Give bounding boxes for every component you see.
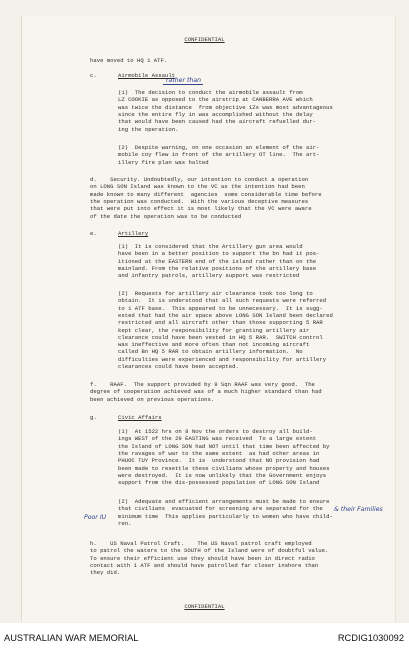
- text-line: to 1 ATF base. This appeared to be unnecessary. It is sugg-: [118, 304, 323, 312]
- text-line: f. RAAF. The support provided by 9 Sqn RAAF was very good. The: [90, 381, 315, 388]
- handwritten-margin-note: Poor IU: [84, 514, 107, 521]
- text-line: been made to resettle these civilians whose property and houses: [118, 464, 330, 472]
- text-line: called Bn HQ 5 RAR to obtain artillery information. No: [118, 348, 303, 356]
- text-line: on LONG SON Island was known to the VC as the intention had been: [90, 183, 305, 191]
- handwritten-insertion: & their Families: [334, 506, 383, 513]
- text-line: contact with 1 ATF and should have patrolled far closer inshore than: [90, 561, 319, 569]
- text-line: made known to many different agencies some considerable time before: [90, 190, 322, 198]
- text-line: d. Security. Undoubtedly, our intention to conduct a operation: [90, 176, 309, 183]
- text-line: (2) Requests for artillery air clearance took too long to: [118, 290, 313, 297]
- text-line: ings WEST of the 29 EASTING was received To a large extent: [118, 435, 317, 443]
- text-line: and infantry patrols, artillery support was restricted: [118, 272, 300, 280]
- text-line: (1) It is considered that the Artillery gun area would: [118, 243, 303, 250]
- text-line: was twice the distance from objective 1Zs was most advantageous: [118, 103, 333, 111]
- text-line: the Island of LONG SON had NOT until that time been affected by: [118, 442, 330, 450]
- intro-line: have moved to HQ 1 ATF.: [90, 57, 168, 64]
- section-e-title: Artillery: [118, 230, 149, 237]
- strikethrough-mark: [163, 84, 203, 85]
- record-identifier: RCDIG1030092: [337, 633, 404, 643]
- text-line: restricted and all aircraft other than those supporting 5 RAR: [118, 319, 323, 327]
- text-line: illery fire plan was halted: [118, 158, 209, 166]
- section-c-title: Airmobile Assault: [118, 72, 176, 79]
- text-line: ren.: [118, 519, 132, 527]
- text-line: clearances could have been accepted.: [118, 363, 239, 370]
- archive-name: AUSTRALIAN WAR MEMORIAL: [4, 633, 139, 643]
- text-line: ested that had the air space above LONG SON Island been declared: [118, 311, 333, 319]
- text-line: itioned at the EASTERN end of the island rather than on the: [118, 257, 317, 265]
- text-line: were destroyed. It is now unlikely that the Government enjoys: [118, 471, 327, 479]
- text-line: (1) The decision to conduct the airmobile assault from: [118, 89, 303, 96]
- text-line: they did.: [90, 569, 121, 577]
- text-line: mobile coy flew in front of the artillery OT line. The art-: [118, 151, 320, 159]
- text-line: difficulties were experienced and responsibility for artillery: [118, 355, 327, 363]
- classification-header: CONFIDENTIAL: [184, 36, 225, 43]
- text-line: mainland. From the relative positions of the artillery base: [118, 264, 317, 272]
- text-line: of the date the operation was to be conducted: [90, 212, 242, 220]
- text-line: h. US Naval Patrol Craft. The US Naval patrol craft employed: [90, 540, 312, 547]
- text-line: the ravages of war to the same extent as had other areas in: [118, 449, 320, 457]
- section-e-letter: e.: [90, 230, 97, 237]
- text-line: since the entire fly in was accomplished without the delay: [118, 110, 313, 118]
- section-g-letter: g.: [90, 414, 97, 421]
- section-g-title: Civic Affairs: [118, 414, 162, 421]
- text-line: LZ COOKIE as opposed to the airstrip at CANBERRA AVE which: [118, 96, 313, 104]
- text-line: clearance could have been vested in HQ 5 RAR. SWITCH control: [118, 333, 323, 341]
- text-line: (1) At 1522 hrs on 8 Nov the orders to destroy all build-: [118, 428, 313, 435]
- text-line: degree of cooperation achieved was of a much higher standard than had: [90, 388, 322, 396]
- handwritten-correction: rather than: [166, 77, 202, 84]
- text-line: ing the operation.: [118, 125, 179, 133]
- text-line: been achieved on previous operations.: [90, 395, 215, 403]
- classification-footer: CONFIDENTIAL: [184, 603, 225, 610]
- text-line: support from the dis-possessed population of LONG SON Island: [118, 479, 320, 487]
- text-line: PHUOC TUY Province. It is understood that NO provision had: [118, 457, 320, 465]
- text-line: have been in a better position to support the bn had it pos-: [118, 250, 320, 258]
- archive-caption-bar: [0, 623, 409, 653]
- text-line: that civilians evacuated for screening are separated for the: [118, 505, 323, 513]
- text-line: obtain. It is understood that all such requests were referred: [118, 297, 327, 305]
- text-line: To ensure their efficient use they should have been in direct radio: [90, 554, 315, 562]
- text-line: minimum time This applies particularly to women who have child-: [118, 512, 333, 520]
- text-line: kept clear, the responsibility for granting artillery air: [118, 326, 310, 334]
- text-line: that were put into effect it is most likely that the VC were aware: [90, 205, 312, 213]
- text-line: that would have been caused had the aircraft refuelled dur-: [118, 118, 317, 126]
- text-line: the operation was conducted. With the various deceptive measures: [90, 197, 309, 205]
- section-c-letter: c.: [90, 72, 97, 79]
- text-line: to patrol the waters to the SOUTH of the Island were of doubtful value.: [90, 547, 329, 555]
- text-line: (2) Despite warning, on one occasion an element of the air-: [118, 144, 320, 151]
- text-line: (2) Adequate and efficient arrangements must be made to ensure: [118, 498, 330, 505]
- text-line: was ineffective and more often than not incoming aircraft: [118, 341, 310, 349]
